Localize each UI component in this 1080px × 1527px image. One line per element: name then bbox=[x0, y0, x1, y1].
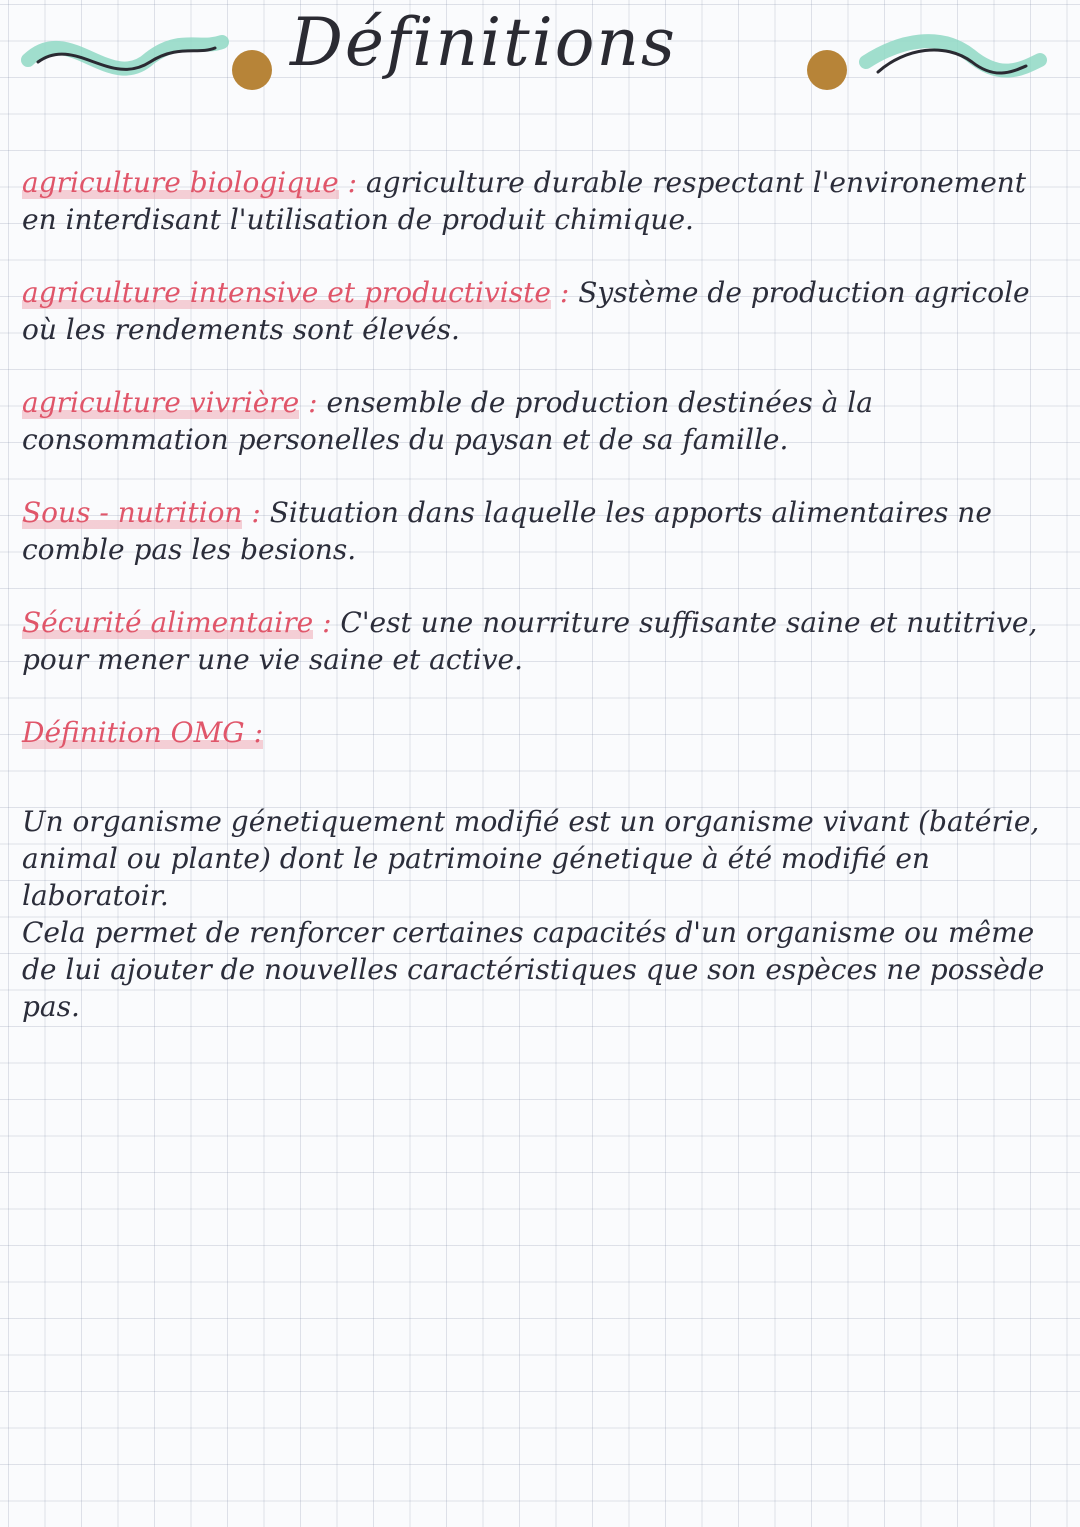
definition-term: agriculture intensive et productiviste bbox=[22, 276, 551, 309]
definition-term: agriculture vivrière bbox=[22, 386, 300, 419]
ogm-definition-body bbox=[22, 803, 1062, 1025]
right-swirl-highlight bbox=[866, 41, 1040, 71]
definition-agriculture-vivriere bbox=[22, 384, 1062, 458]
definitions-list bbox=[22, 164, 1062, 1025]
definition-text: C'est une nourriture suffisante saine et nutitrive, pour mener une vie saine et active. bbox=[22, 606, 1038, 676]
ogm-heading-text: Définition OMG : bbox=[22, 716, 264, 749]
definition-text: Situation dans laquelle les apports alimentaires ne comble pas les besions. bbox=[22, 496, 992, 566]
definition-agriculture-biologique bbox=[22, 164, 1062, 238]
ogm-section-heading bbox=[22, 714, 1062, 751]
definition-term: agriculture biologique bbox=[22, 166, 339, 199]
ogm-paragraph: Cela permet de renforcer certaines capacités d'un organisme ou même de lui ajouter de nouvelles caractéristiques que son espèces ne possède pas. bbox=[22, 916, 1045, 1023]
definition-separator: : bbox=[559, 276, 570, 309]
definition-term: Sécurité alimentaire bbox=[22, 606, 314, 639]
definition-text: agriculture durable respectant l'environement en interdisant l'utilisation de produit chimique. bbox=[22, 166, 1027, 236]
definition-separator: : bbox=[347, 166, 358, 199]
definition-agriculture-intensive bbox=[22, 274, 1062, 348]
right-dot bbox=[807, 50, 847, 90]
definition-securite-alimentaire bbox=[22, 604, 1062, 678]
page-header bbox=[0, 0, 1080, 130]
definition-text: ensemble de production destinées à la consommation personelles du paysan et de sa famille. bbox=[22, 386, 873, 456]
ogm-paragraph: Un organisme génetiquement modifié est un organisme vivant (batérie, animal ou plante) dont le patrimoine génetique à été modifié en laboratoir. bbox=[22, 805, 1040, 912]
definition-sous-nutrition bbox=[22, 494, 1062, 568]
definition-separator: : bbox=[322, 606, 332, 639]
definition-separator: : bbox=[308, 386, 318, 419]
definition-separator: : bbox=[251, 496, 261, 529]
definition-term: Sous - nutrition bbox=[22, 496, 243, 529]
page-title: Définitions bbox=[290, 4, 677, 81]
definition-text: Système de production agricole où les rendements sont élevés. bbox=[22, 276, 1030, 346]
left-dot bbox=[232, 50, 272, 90]
